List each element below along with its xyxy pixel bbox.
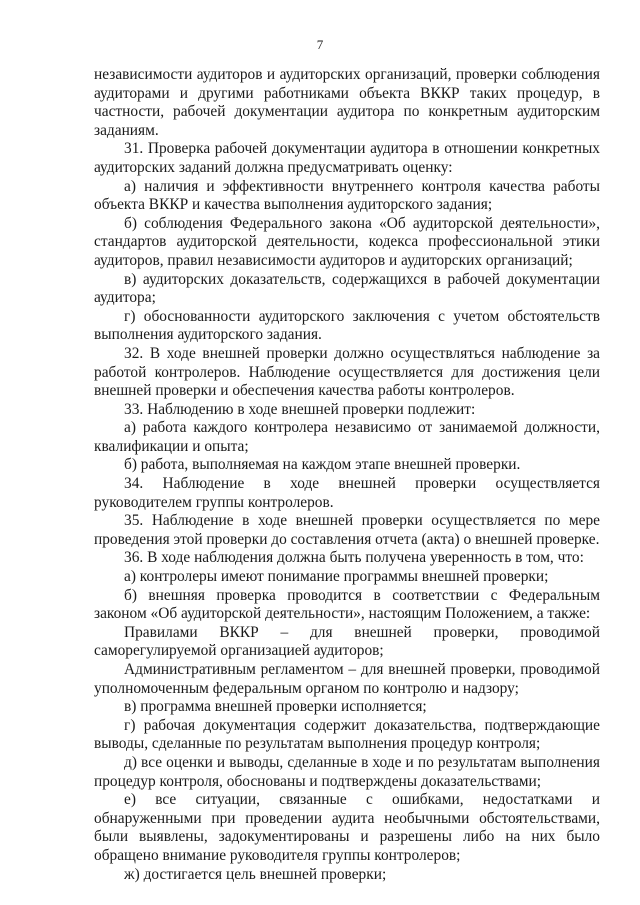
paragraph: Административным регламентом – для внешней проверки, проводимой уполномоченным федеральным органом по контролю и надзору; bbox=[94, 661, 600, 697]
paragraph: 35. Наблюдение в ходе внешней проверки осуществляется по мере проведения этой проверки до составления отчета (акта) о внешней проверке. bbox=[94, 512, 600, 548]
paragraph: д) все оценки и выводы, сделанные в ходе и по результатам выполнения процедур контроля, обоснованы и подтверждены доказательствами; bbox=[94, 753, 600, 790]
paragraph: в) программа внешней проверки исполняется; bbox=[124, 698, 427, 716]
paragraph: г) рабочая документация содержит доказательства, подтверждающие выводы, сделанные по результатам выполнения процедур контроля; bbox=[94, 716, 600, 753]
paragraph: а) контролеры имеют понимание программы внешней проверки; bbox=[124, 568, 549, 586]
paragraph: б) соблюдения Федерального закона «Об аудиторской деятельности», стандартов аудиторской деятельности, кодекса профессиональной этики аудиторов, правил независимости аудиторов и аудиторских организаций; bbox=[94, 214, 600, 269]
paragraph: 31. Проверка рабочей документации аудитора в отношении конкретных аудиторских заданий должна предусматривать оценку: bbox=[94, 140, 600, 176]
paragraph: Правилами ВККР – для внешней проверки, проводимой саморегулируемой организацией аудиторов; bbox=[94, 623, 600, 660]
page-number: 7 bbox=[316, 37, 324, 52]
paragraph: б) внешняя проверка проводится в соответствии с Федеральным законом «Об аудиторской деятельности», настоящим Положением, а также: bbox=[94, 586, 600, 623]
paragraph: 33. Наблюдению в ходе внешней проверки подлежит: bbox=[124, 400, 476, 418]
paragraph: 34. Наблюдение в ходе внешней проверки осуществляется руководителем группы контролеров. bbox=[94, 475, 600, 511]
paragraph: 36. В ходе наблюдения должна быть получена уверенность в том, что: bbox=[124, 549, 584, 567]
paragraph: б) работа, выполняемая на каждом этапе внешней проверки. bbox=[124, 456, 521, 474]
paragraph: 32. В ходе внешней проверки должно осуществляться наблюдение за работой контролеров. Наблюдение осуществляется для достижения цели внешней проверки и обеспечения качества работы контролеров. bbox=[94, 344, 600, 400]
document-body bbox=[94, 66, 600, 884]
paragraph: е) все ситуации, связанные с ошибками, недостатками и обнаруженными при проведении аудита необычными обстоятельствами, были выявлены, задокументированы и разрешены либо на них было обращено внимание руководителя группы контролеров; bbox=[94, 791, 600, 864]
paragraph: в) аудиторских доказательств, содержащихся в рабочей документации аудитора; bbox=[94, 270, 600, 307]
paragraph: а) работа каждого контролера независимо от занимаемой должности, квалификации и опыта; bbox=[94, 419, 600, 455]
paragraph: г) обоснованности аудиторского заключения с учетом обстоятельств выполнения аудиторского задания. bbox=[94, 307, 600, 344]
paragraph: ж) достигается цель внешней проверки; bbox=[124, 865, 387, 883]
paragraph: независимости аудиторов и аудиторских организаций, проверки соблюдения аудиторами и другими работниками объекта ВККР таких процедур, в частности, рабочей документации аудитора по конкретным аудиторским заданиям. bbox=[94, 66, 600, 139]
paragraph: а) наличия и эффективности внутреннего контроля качества работы объекта ВККР и качества выполнения аудиторского задания; bbox=[94, 177, 600, 214]
